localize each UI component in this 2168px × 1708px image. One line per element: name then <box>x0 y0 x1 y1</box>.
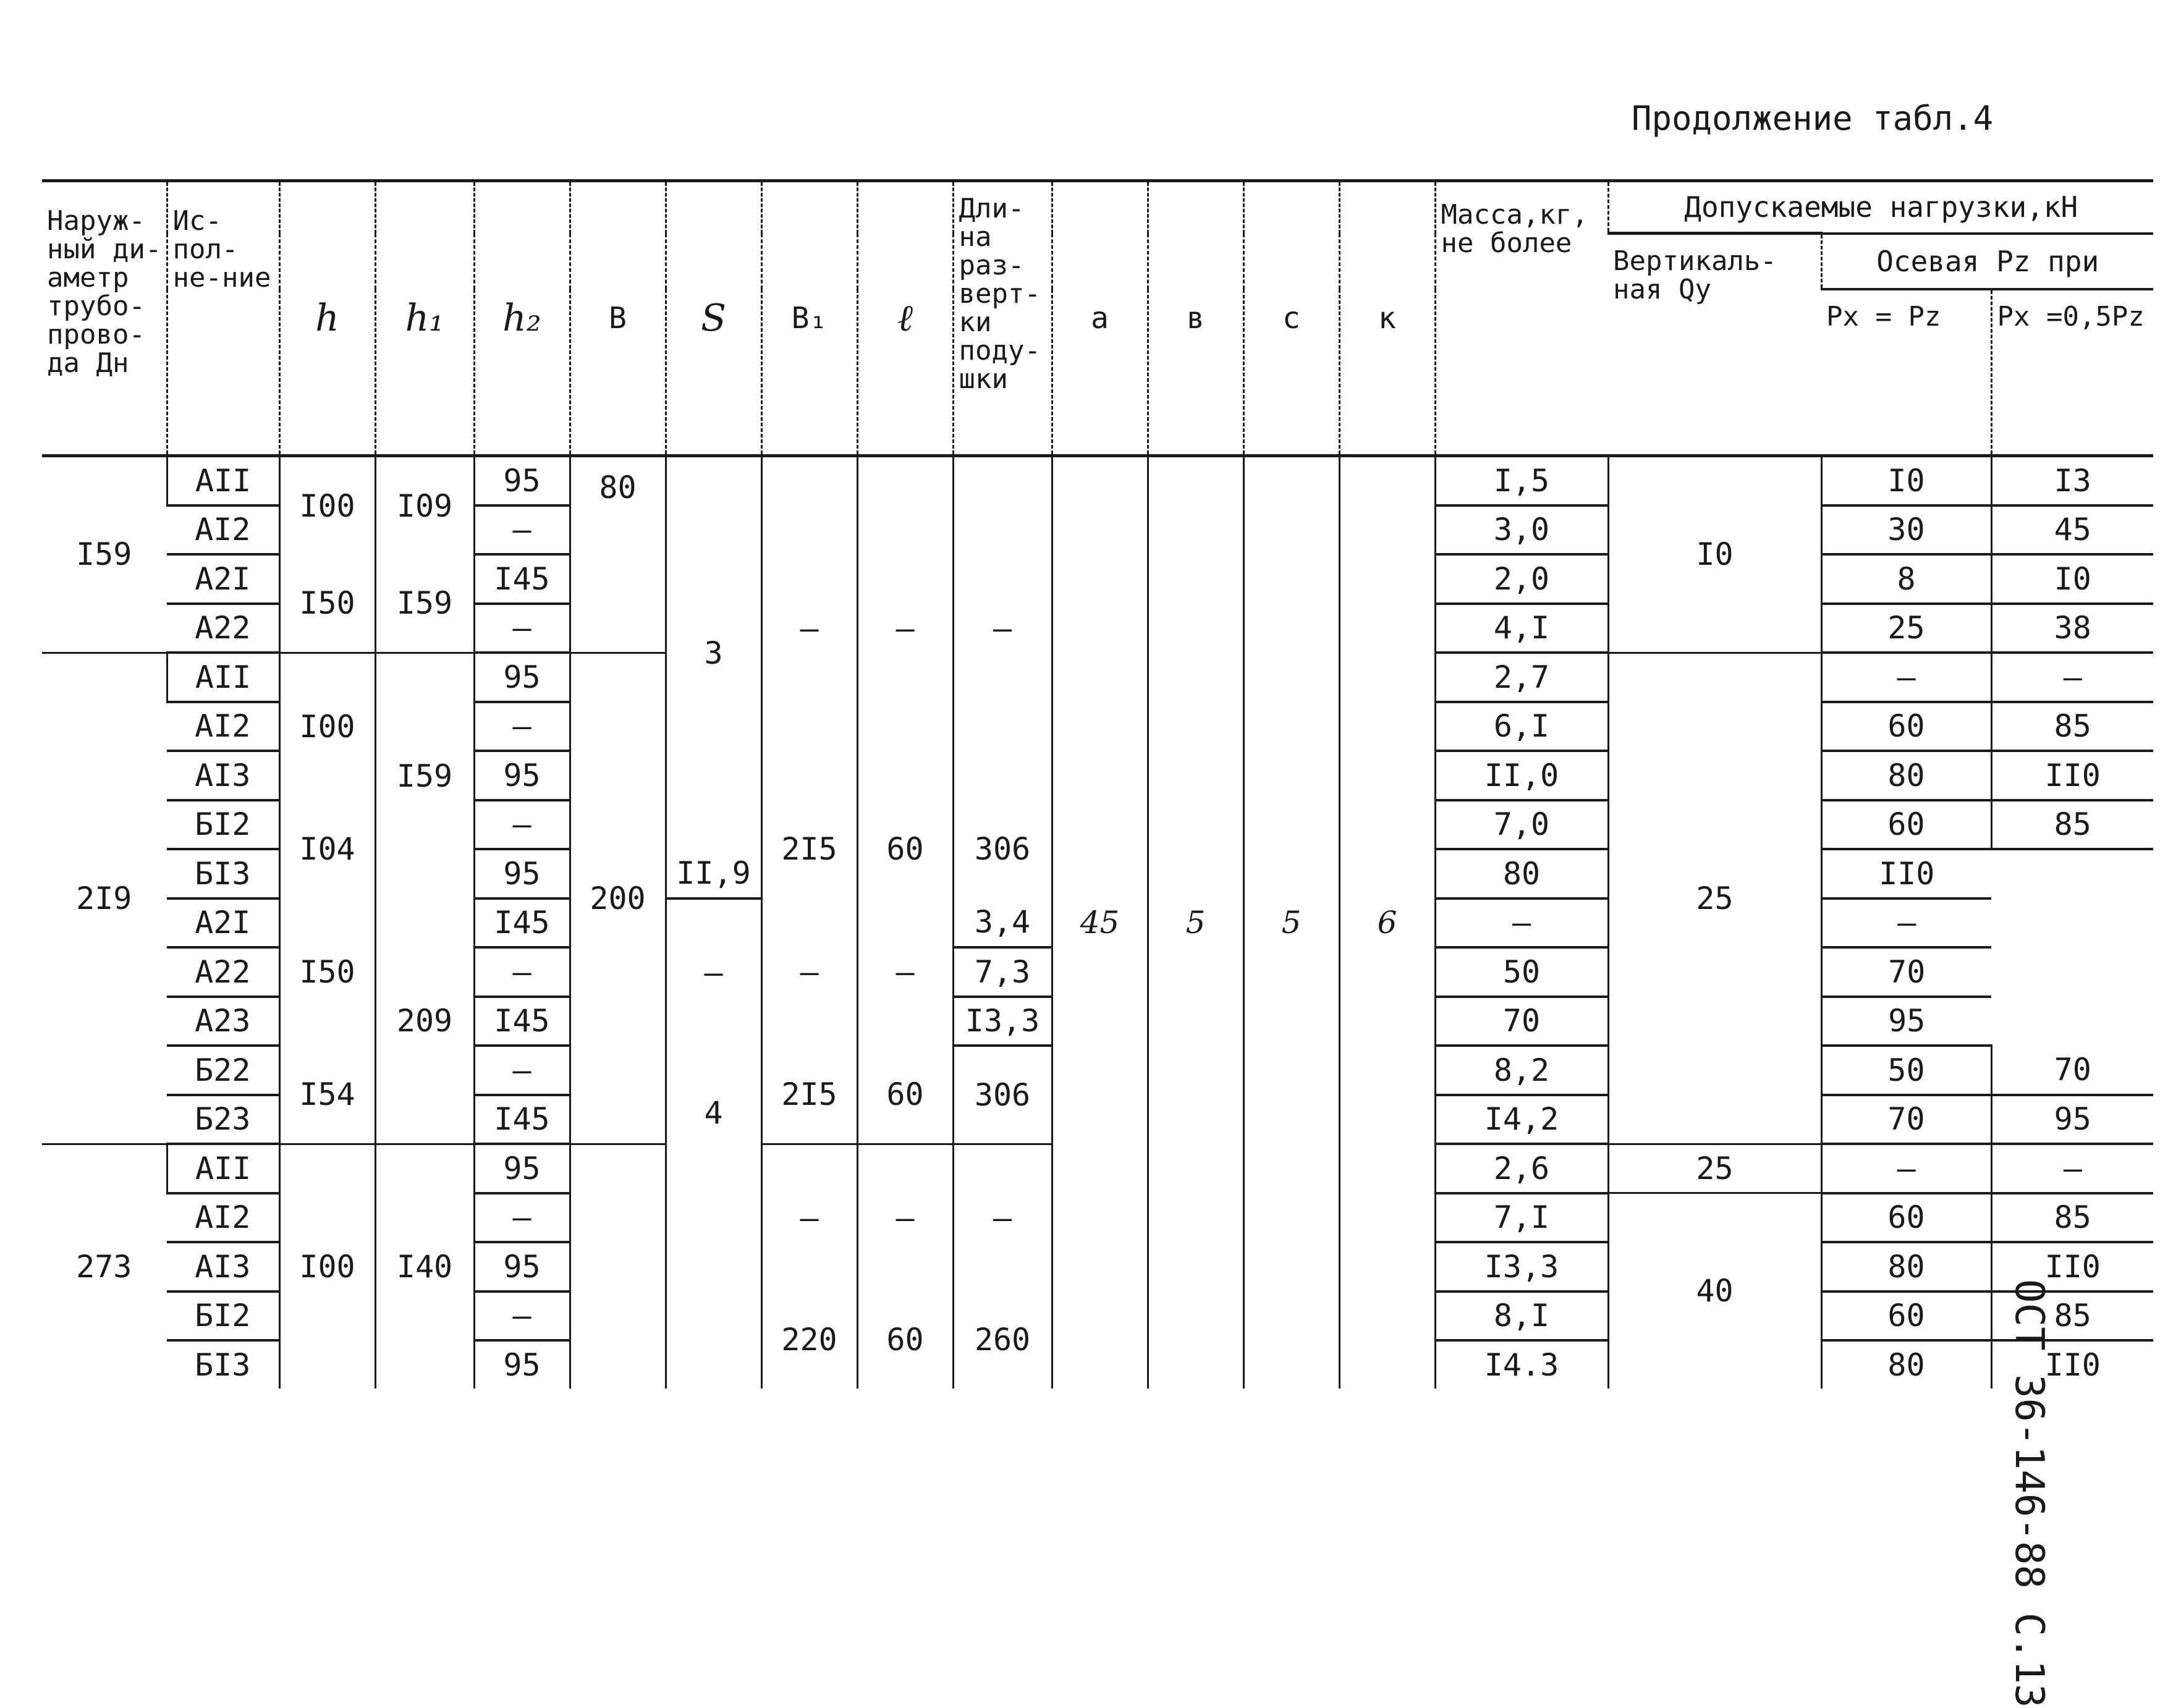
px-half-cell: 38 <box>1991 604 2153 653</box>
b-cell: 200 <box>570 653 666 1144</box>
length-cell: 306 <box>953 800 1052 898</box>
exec-cell: БI3 <box>167 849 279 898</box>
exec-cell: АI2 <box>167 702 279 751</box>
exec-cell: А2I <box>167 898 279 948</box>
header-mass: Масса,кг, не более <box>1435 181 1608 456</box>
header-b1: В₁ <box>761 181 857 456</box>
b1-cell: – <box>761 456 857 800</box>
mass-cell: 2,7 <box>1435 653 1608 702</box>
length-cell: – <box>953 456 1052 800</box>
mass-cell: I4.3 <box>1435 1340 1608 1389</box>
exec-cell: АII <box>167 1144 279 1193</box>
l-cell: – <box>857 456 953 800</box>
h-cell: I00 <box>279 456 375 555</box>
header-h: h <box>279 181 375 456</box>
px-half-cell: – <box>1991 1144 2153 1193</box>
px-eq-cell: 60 <box>1821 800 1991 850</box>
b1-cell: 220 <box>761 1292 857 1389</box>
px-eq-cell: 8 <box>1821 554 1991 604</box>
header-c: с <box>1243 181 1339 456</box>
length-cell: – <box>857 898 953 1046</box>
px-eq-cell: 60 <box>1821 702 1991 751</box>
px-half-cell: 95 <box>1821 997 1991 1046</box>
px-eq-cell: 80 <box>1821 1340 1991 1389</box>
px-half-cell: 85 <box>1991 1292 2153 1341</box>
k-cell: 6 <box>1339 456 1435 1389</box>
header-h2: h₂ <box>474 181 570 456</box>
header-exec: Ис-пол-не-ние <box>167 181 279 456</box>
h2-cell: 95 <box>474 653 570 702</box>
header-axial: Осевая Рz при <box>1821 234 2153 290</box>
px-eq-cell: 50 <box>1435 947 1608 997</box>
px-eq-cell: – <box>1435 898 1608 948</box>
dimensions-table <box>42 179 2153 1389</box>
exec-cell: А22 <box>167 947 279 997</box>
h-cell: I50 <box>279 898 375 1046</box>
mass-cell: 2,0 <box>1435 554 1608 604</box>
exec-cell: БI2 <box>167 1292 279 1341</box>
header-s: S <box>666 181 761 456</box>
c-cell: 5 <box>1243 456 1339 1389</box>
mass-cell: 3,4 <box>953 898 1052 948</box>
h2-cell: 95 <box>474 849 570 898</box>
h2-cell: 95 <box>474 456 570 505</box>
length-cell: 260 <box>953 1292 1052 1389</box>
b1-cell: – <box>666 898 761 1046</box>
mass-cell: 4,I <box>1435 604 1608 653</box>
b-cell: 80 <box>570 456 666 653</box>
mass-cell: 2,6 <box>1435 1144 1608 1193</box>
h2-cell: 95 <box>474 1144 570 1193</box>
h2-cell: I45 <box>474 554 570 604</box>
h-cell: I04 <box>279 800 375 898</box>
px-eq-cell: 50 <box>1821 1046 1991 1095</box>
px-eq-cell: 80 <box>1435 849 1608 898</box>
l-cell: – <box>761 898 857 1046</box>
px-half-cell: 85 <box>1991 702 2153 751</box>
h2-cell: – <box>474 1193 570 1243</box>
h2-cell: – <box>474 505 570 555</box>
exec-cell: БI3 <box>195 1347 251 1383</box>
header-loads: Допускаемые нагрузки,кН <box>1608 181 2153 234</box>
px-half-cell: 45 <box>1991 505 2153 555</box>
header-px-half: Рx =0,5Рz <box>1991 289 2153 456</box>
b1-cell: 2I5 <box>761 800 857 898</box>
h2-cell: 95 <box>474 1340 570 1389</box>
px-half-cell: – <box>1821 898 1991 948</box>
mass-cell: I4,2 <box>1435 1095 1608 1144</box>
h2-cell: – <box>474 604 570 653</box>
header-a: а <box>1052 181 1148 456</box>
px-eq-cell: – <box>1821 653 1991 702</box>
exec-cell: БI2 <box>167 800 279 850</box>
bb-cell: 5 <box>1148 456 1243 1389</box>
mass-cell: 3,0 <box>1435 505 1608 555</box>
h1-cell: I09 <box>375 456 474 555</box>
header-k: к <box>1339 181 1435 456</box>
exec-cell: А22 <box>167 604 279 653</box>
l-cell: – <box>857 1144 953 1292</box>
dn-cell: 273 <box>42 1144 167 1389</box>
px-eq-cell: 60 <box>1821 1292 1991 1341</box>
px-half-cell: II0 <box>1821 849 1991 898</box>
h1-cell: I40 <box>375 1144 474 1389</box>
b1-cell: 2I5 <box>761 1046 857 1144</box>
px-half-cell: II0 <box>1991 1340 2153 1389</box>
mass-cell: 7,0 <box>1435 800 1608 850</box>
header-bb: в <box>1148 181 1243 456</box>
s-cell: 3 <box>666 456 761 850</box>
a-cell: 45 <box>1052 456 1148 1389</box>
table-caption: Продолжение табл.4 <box>1632 99 1994 138</box>
px-half-cell: 70 <box>1821 947 1991 997</box>
px-half-cell: I0 <box>1991 554 2153 604</box>
h2-cell: I45 <box>474 898 570 948</box>
header-l: ℓ <box>857 181 953 456</box>
vertical-cell: 25 <box>1608 1144 1821 1193</box>
h-cell: I54 <box>279 1046 375 1144</box>
exec-cell: АII <box>167 653 279 702</box>
px-eq-cell: 30 <box>1821 505 1991 555</box>
h-cell: I50 <box>279 554 375 653</box>
exec-cell: Б23 <box>167 1095 279 1144</box>
px-eq-cell: 25 <box>1821 604 1991 653</box>
mass-cell: 7,3 <box>953 947 1052 997</box>
px-half-cell: II0 <box>1991 1242 2153 1292</box>
l-cell: 60 <box>857 800 953 898</box>
exec-cell: АI2 <box>167 1193 279 1243</box>
px-eq-cell: 70 <box>1435 997 1608 1046</box>
l-cell: 60 <box>857 1292 953 1389</box>
px-half-cell: 85 <box>1991 1193 2153 1243</box>
vertical-cell: I0 <box>1608 456 1821 653</box>
l-cell: 60 <box>857 1046 953 1144</box>
header-dn: Наруж-ный ди-аметр трубо-прово-да Дн <box>42 181 167 456</box>
h1-cell: 209 <box>375 898 474 1144</box>
mass-cell: I3,3 <box>953 997 1052 1046</box>
document-code: ОСТ 36-146-88 С.13 <box>2006 1279 2052 1708</box>
exec-cell: А23 <box>167 997 279 1046</box>
h2-cell: I45 <box>474 1095 570 1144</box>
h-cell: I00 <box>279 1144 375 1389</box>
px-half-cell: 85 <box>1991 800 2153 850</box>
px-eq-cell: I0 <box>1821 456 1991 505</box>
px-half-cell: – <box>1991 653 2153 702</box>
vertical-cell: 40 <box>1608 1193 1821 1389</box>
px-half-cell: II0 <box>1991 751 2153 800</box>
length-cell: – <box>953 1144 1052 1292</box>
px-eq-cell: 70 <box>1821 1095 1991 1144</box>
h1-cell: I59 <box>375 653 474 898</box>
h2-cell: – <box>474 1292 570 1341</box>
h2-cell: I45 <box>474 997 570 1046</box>
h-cell: I00 <box>279 653 375 800</box>
h2-cell: 95 <box>474 1242 570 1292</box>
header-px-eq: Рx = Рz <box>1821 289 1991 456</box>
h2-cell: – <box>474 1046 570 1095</box>
px-eq-cell: 80 <box>1821 751 1991 800</box>
exec-cell: А2I <box>167 554 279 604</box>
header-h1: h₁ <box>375 181 474 456</box>
exec-cell: Б22 <box>167 1046 279 1095</box>
exec-cell: АI3 <box>167 751 279 800</box>
header-vertical: Вертикаль-ная Qу <box>1608 234 1821 456</box>
header-b: В <box>570 181 666 456</box>
b1-cell: – <box>761 1144 857 1292</box>
mass-cell: II,0 <box>1435 751 1608 800</box>
length-cell: 306 <box>953 1046 1052 1144</box>
dn-cell: 2I9 <box>42 653 167 1144</box>
exec-cell: АI3 <box>167 1242 279 1292</box>
mass-cell: I3,3 <box>1435 1242 1608 1292</box>
exec-cell: АI2 <box>167 505 279 555</box>
h2-cell: 95 <box>474 751 570 800</box>
px-half-cell: I3 <box>1991 456 2153 505</box>
mass-cell: I,5 <box>1435 456 1608 505</box>
mass-cell: 8,2 <box>1435 1046 1608 1095</box>
mass-cell: 8,I <box>1435 1292 1608 1341</box>
b-cell <box>570 1144 666 1389</box>
h1-cell: I59 <box>375 554 474 653</box>
dn-cell: I59 <box>76 536 132 573</box>
px-half-cell: 70 <box>1991 1046 2153 1095</box>
px-eq-cell: 60 <box>1821 1193 1991 1243</box>
px-eq-cell: 80 <box>1821 1242 1991 1292</box>
h2-cell: – <box>474 947 570 997</box>
s-cell: 4 <box>666 1046 761 1389</box>
h2-cell: – <box>474 800 570 850</box>
px-eq-cell: – <box>1821 1144 1991 1193</box>
mass-cell: 7,I <box>1435 1193 1608 1243</box>
mass-cell: 6,I <box>1435 702 1608 751</box>
px-half-cell: 95 <box>1991 1095 2153 1144</box>
mass-cell: II,9 <box>666 849 761 898</box>
header-length: Дли-на раз-верт-ки поду-шки <box>953 181 1052 456</box>
vertical-cell: 25 <box>1608 653 1821 1144</box>
exec-cell: АII <box>167 456 279 505</box>
h2-cell: – <box>474 702 570 751</box>
